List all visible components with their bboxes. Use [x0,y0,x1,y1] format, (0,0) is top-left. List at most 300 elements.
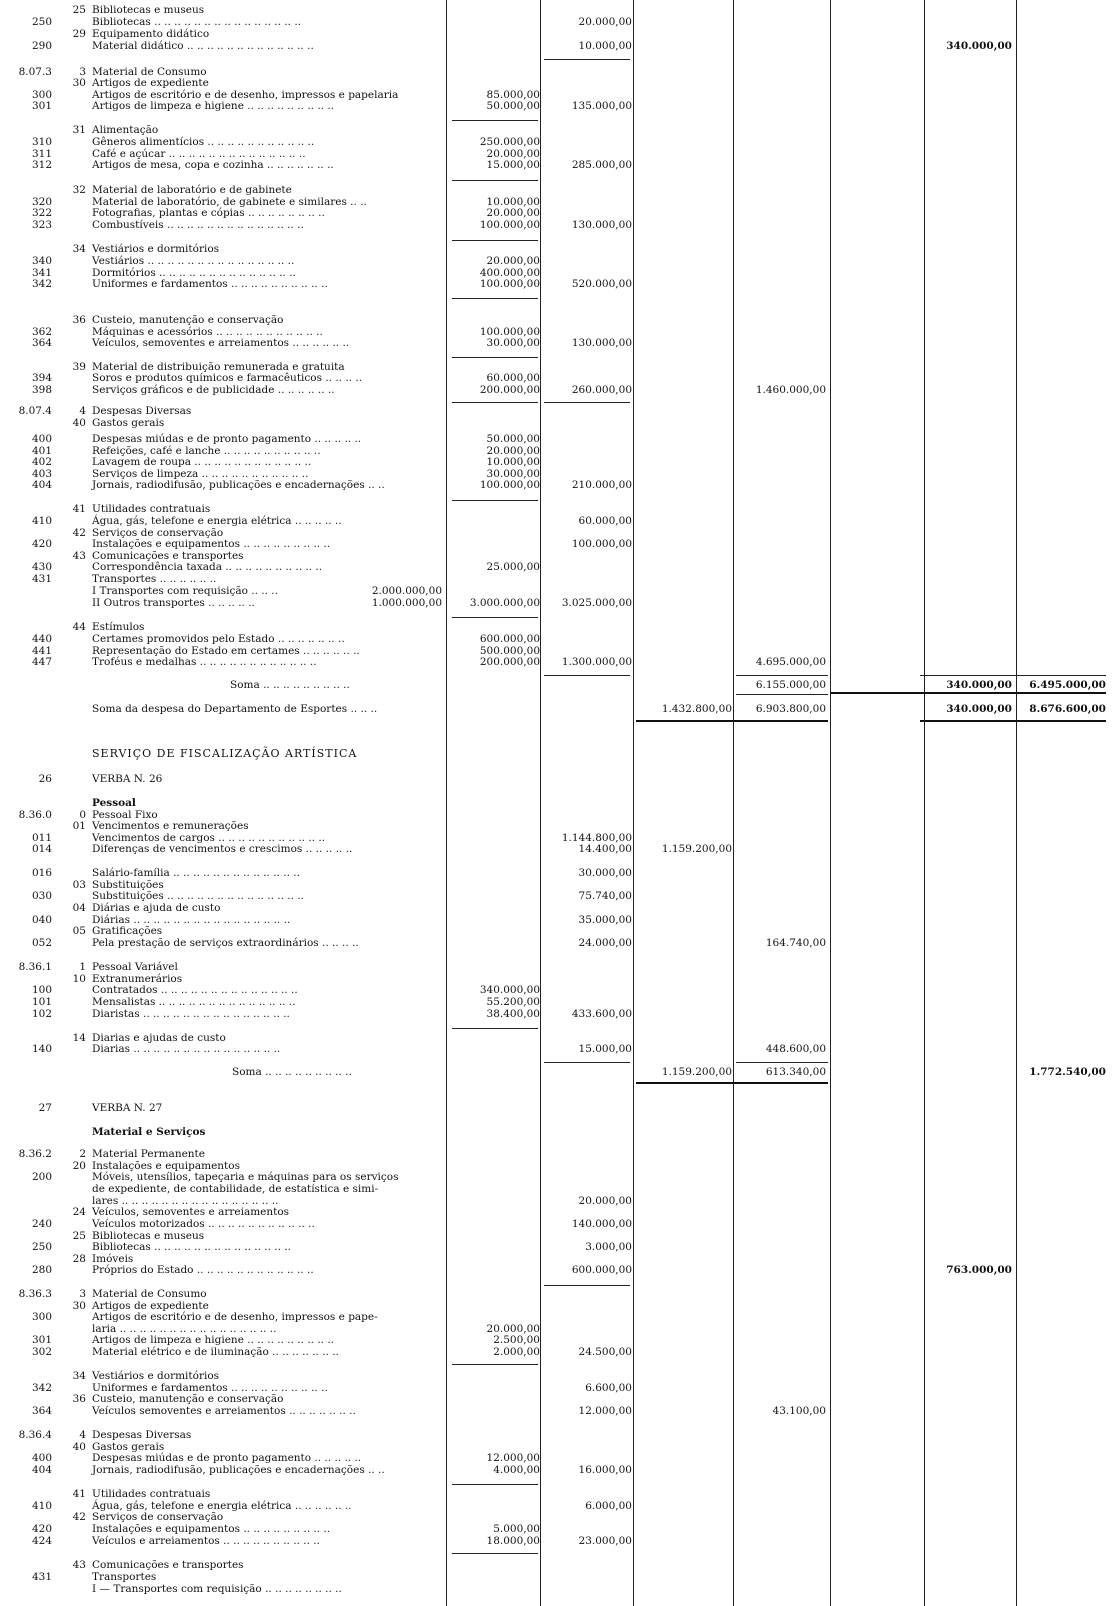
row-amount-col2: 1.300.000,00 [561,656,632,668]
row-amount-col2: 6.600,00 [585,1382,632,1394]
row-label: 320 [31,196,52,208]
row-code: 32 [72,184,86,196]
row-amount-col1: 500.000,00 [479,645,540,657]
ledger-row [0,1559,1112,1571]
ledger-row [0,4,1112,16]
row-amount-col1: 85.000,00 [486,89,540,101]
row-amount-col1: 18.000,00 [486,1535,540,1547]
row-label: 310 [31,136,52,148]
ledger-row [0,561,1112,573]
row-code: 42 [72,1511,86,1523]
total-rule [920,675,1106,676]
row-code: 43 [72,550,86,562]
row-description: Salário-família .. .. .. .. .. .. .. .. .. .. .. .. .. [92,867,300,879]
row-amount-col2: 24.000,00 [578,937,632,949]
ledger-row [0,1102,1112,1114]
row-description: Correspondência taxada .. .. .. .. .. .. .. .. .. .. [92,561,323,573]
row-amount-col2: 30.000,00 [578,867,632,879]
row-description: Material e Serviços [92,1126,206,1138]
row-description: Vestiários .. .. .. .. .. .. .. .. .. .. .. .. .. .. .. [92,255,295,267]
row-description: lares .. .. .. .. .. .. .. .. .. .. .. .. .. .. .. .. [92,1195,279,1207]
row-description: Artigos de escritório e de desenho, impressos e papelaria [92,89,399,101]
ledger-row [0,433,1112,445]
row-description: Despesas Diversas [92,405,192,417]
row-description: Utilidades contratuais [92,1488,211,1500]
ledger-row [0,1264,1112,1276]
row-amount-col1: 20.000,00 [486,148,540,160]
row-description: Combustíveis .. .. .. .. .. .. .. .. .. .. .. .. .. .. [92,219,304,231]
row-amount-col1: 3.000.000,00 [469,597,540,609]
row-amount-col2: 20.000,00 [578,16,632,28]
total-rule [452,1364,538,1365]
row-description: Pessoal Fixo [92,809,158,821]
row-description: Próprios do Estado .. .. .. .. .. .. .. .. .. .. .. .. [92,1264,314,1276]
row-label: 364 [31,1405,52,1417]
row-description: Veículos, semoventes e arreiamentos [92,1206,290,1218]
row-label: 014 [31,843,52,855]
row-description: Refeições, café e lanche .. .. .. .. .. .. .. .. .. .. [92,445,321,457]
row-amount-col4: 448.600,00 [765,1043,826,1055]
ledger-row [0,797,1112,809]
row-amount-col1: 100.000,00 [479,219,540,231]
row-amount-col1: 200.000,00 [479,656,540,668]
ledger-row [0,28,1112,40]
ledger-row [0,255,1112,267]
row-description: Serviços de conservação [92,527,224,539]
row-label: 447 [31,656,52,668]
ledger-row [0,1346,1112,1358]
row-amount-col4: 43.100,00 [772,1405,826,1417]
row-code: 40 [72,1441,86,1453]
ledger-row [0,937,1112,949]
row-description: Comunicações e transportes [92,1559,244,1571]
total-rule [452,1028,538,1029]
row-label: 8.36.0 [18,809,52,821]
ledger-row [0,1241,1112,1253]
row-code: 3 [79,1288,86,1300]
row-amount-col1: 60.000,00 [486,372,540,384]
row-description: Material didático .. .. .. .. .. .. .. .. .. .. .. .. .. [92,40,314,52]
row-description: Alimentação [92,124,159,136]
row-label: 301 [31,100,52,112]
row-description: VERBA N. 27 [92,1102,163,1114]
row-description: Diarias e ajudas de custo [92,1032,226,1044]
row-description: Bibliotecas .. .. .. .. .. .. .. .. .. .. .. .. .. .. [92,1241,291,1253]
ledger-row [0,207,1112,219]
row-label: 302 [31,1346,52,1358]
ledger-row [0,456,1112,468]
ledger-row [0,925,1112,937]
row-label: 200 [31,1171,52,1183]
row-description: Material Permanente [92,1148,205,1160]
row-description: Móveis, utensílios, tapeçaria e máquinas para os serviços [92,1171,399,1183]
row-code: 25 [72,1230,86,1242]
row-description: Jornais, radiodifusão, publicações e encadernações .. .. [92,479,385,491]
row-label: 420 [31,1523,52,1535]
row-code: 36 [72,1393,86,1405]
row-amount-col2: 140.000,00 [571,1218,632,1230]
ledger-row [0,902,1112,914]
total-rule [452,500,538,501]
row-amount-col2: 285.000,00 [571,159,632,171]
row-description: Artigos de escritório e de desenho, impressos e pape- [92,1311,378,1323]
ledger-row [0,1183,1112,1195]
ledger-row [0,656,1112,668]
row-amount-col2: 100.000,00 [571,538,632,550]
row-amount-col1: 30.000,00 [486,468,540,480]
row-description: Bibliotecas e museus [92,1230,205,1242]
total-rule [452,240,538,241]
row-code: 25 [72,4,86,16]
row-amount-col1: 20.000,00 [486,207,540,219]
row-amount-col5: 340.000,00 [946,40,1012,52]
row-description: Material de Consumo [92,66,207,78]
row-label: 300 [31,89,52,101]
row-label: 404 [31,479,52,491]
total-rule [920,720,1106,722]
row-amount-col2: 135.000,00 [571,100,632,112]
row-description: Instalações e equipamentos .. .. .. .. .. .. .. .. .. [92,538,331,550]
ledger-row [0,867,1112,879]
row-amount-col1: 38.400,00 [486,1008,540,1020]
row-amount-col1: 340.000,00 [479,984,540,996]
row-description: Diarias .. .. .. .. .. .. .. .. .. .. .. .. .. .. .. [92,1043,281,1055]
ledger-row [0,405,1112,417]
row-subamount: 2.000.000,00 [371,585,442,597]
row-label: 8.36.3 [18,1288,52,1300]
ledger-row [0,996,1112,1008]
row-label: 420 [31,538,52,550]
total-rule [452,120,538,121]
row-amount-col2: 433.600,00 [571,1008,632,1020]
row-description: Uniformes e fardamentos .. .. .. .. .. .. .. .. .. .. [92,1382,328,1394]
row-label: 362 [31,326,52,338]
row-description: Equipamento didático [92,28,210,40]
row-description: Instalações e equipamentos [92,1160,240,1172]
row-description: Soma da despesa do Departamento de Esportes .. .. .. [92,703,378,715]
row-description: Pessoal Variável [92,961,178,973]
row-code: 31 [72,124,86,136]
row-label: 403 [31,468,52,480]
row-label: 102 [31,1008,52,1020]
ledger-row [0,961,1112,973]
row-code: 43 [72,1559,86,1571]
row-label: 100 [31,984,52,996]
row-amount-col1: 50.000,00 [486,433,540,445]
ledger-row [0,1511,1112,1523]
total-rule [544,1062,630,1063]
ledger-row [0,77,1112,89]
total-rule [636,1082,828,1084]
ledger-row [0,703,1112,715]
row-description: Lavagem de roupa .. .. .. .. .. .. .. .. .. .. .. .. [92,456,312,468]
row-description: Pela prestação de serviços extraordinários .. .. .. .. [92,937,359,949]
row-description: Artigos de expediente [92,77,209,89]
row-label: 312 [31,159,52,171]
row-amount-col2: 75.740,00 [578,890,632,902]
ledger-row [0,337,1112,349]
row-label: 322 [31,207,52,219]
row-amount-col2: 23.000,00 [578,1535,632,1547]
row-code: 34 [72,243,86,255]
total-rule [830,692,1106,694]
row-amount-col2: 520.000,00 [571,278,632,290]
row-label: 016 [31,867,52,879]
row-code: 30 [72,1300,86,1312]
row-label: 8.07.3 [18,66,52,78]
row-amount-col2: 130.000,00 [571,337,632,349]
row-description: Soros e produtos químicos e farmacêuticos .. .. .. .. [92,372,363,384]
row-description: Água, gás, telefone e energia elétrica .. .. .. .. .. [92,515,342,527]
row-description: Artigos de mesa, copa e cozinha .. .. .. .. .. .. .. [92,159,334,171]
row-amount-col2: 15.000,00 [578,1043,632,1055]
row-description: Contratados .. .. .. .. .. .. .. .. .. .. .. .. .. .. [92,984,298,996]
row-code: 1 [79,961,86,973]
row-code: 30 [72,77,86,89]
ledger-row [0,1334,1112,1346]
row-description: Custeio, manutenção e conservação [92,314,284,326]
row-code: 05 [72,925,86,937]
row-code: 24 [72,1206,86,1218]
row-amount-col1: 2.000,00 [493,1346,540,1358]
ledger-row [0,890,1112,902]
row-description: Água, gás, telefone e energia elétrica .. .. .. .. .. .. [92,1500,352,1512]
ledger-row [0,314,1112,326]
ledger-row [0,184,1112,196]
ledger-row [0,1148,1112,1160]
row-amount-col4: 164.740,00 [765,937,826,949]
ledger-row [0,503,1112,515]
ledger-row [0,159,1112,171]
row-description: Veículos e arreiamentos .. .. .. .. .. .. .. .. .. .. [92,1535,320,1547]
total-rule [544,1285,630,1286]
row-amount-col1: 20.000,00 [486,1323,540,1335]
row-code: 40 [72,417,86,429]
row-description: Soma .. .. .. .. .. .. .. .. .. [232,1066,352,1078]
row-description: Estímulos [92,621,145,633]
row-description: Material de distribuição remunerada e gratuita [92,361,345,373]
ledger-row [0,40,1112,52]
row-label: 8.36.4 [18,1429,52,1441]
row-description: Material de laboratório, de gabinete e similares .. .. [92,196,367,208]
row-amount-col1: 200.000,00 [479,384,540,396]
ledger-row [0,479,1112,491]
row-description: Artigos de limpeza e higiene .. .. .. .. .. .. .. .. .. [92,1334,335,1346]
row-label: 401 [31,445,52,457]
ledger-row [0,1370,1112,1382]
row-code: 0 [79,809,86,821]
row-code: 36 [72,314,86,326]
row-code: 28 [72,1253,86,1265]
row-description: Serviços de conservação [92,1511,224,1523]
row-description: Veículos motorizados .. .. .. .. .. .. .. .. .. .. .. [92,1218,315,1230]
row-label: 342 [31,278,52,290]
row-amount-col2: 130.000,00 [571,219,632,231]
ledger-row [0,515,1112,527]
row-description: Gastos gerais [92,417,165,429]
row-label: 052 [31,937,52,949]
row-amount-col4: 613.340,00 [765,1066,826,1078]
total-rule [452,402,538,403]
total-rule [736,675,828,676]
row-description: Material de Consumo [92,1288,207,1300]
row-amount-col1: 400.000,00 [479,267,540,279]
row-label: 402 [31,456,52,468]
row-subamount: 1.000.000,00 [371,597,442,609]
row-description: Serviços gráficos e de publicidade .. .. .. .. .. .. [92,384,335,396]
row-description: I — Transportes com requisição .. .. .. .. .. .. .. .. [92,1583,342,1595]
row-label: 410 [31,515,52,527]
total-rule [544,59,630,60]
row-description: Dormitórios .. .. .. .. .. .. .. .. .. .. .. .. .. .. [92,267,296,279]
row-amount-col2: 20.000,00 [578,1195,632,1207]
row-amount-col2: 1.144.800,00 [561,832,632,844]
row-code: 03 [72,879,86,891]
total-rule [736,694,828,695]
ledger-row [0,278,1112,290]
row-label: 290 [31,40,52,52]
row-description: Máquinas e acessórios .. .. .. .. .. .. .. .. .. .. .. [92,326,323,338]
row-label: 8.36.2 [18,1148,52,1160]
row-code: 41 [72,1488,86,1500]
ledger-row [0,417,1112,429]
total-rule [736,1062,828,1063]
row-code: 20 [72,1160,86,1172]
row-description: Despesas miúdas e de pronto pagamento .. .. .. .. .. [92,1452,362,1464]
row-code: 29 [72,28,86,40]
row-amount-col1: 25.000,00 [486,561,540,573]
row-amount-col2: 14.400,00 [578,843,632,855]
row-amount-col4: 6.903.800,00 [755,703,826,715]
total-rule [452,298,538,299]
row-description: Veículos semoventes e arreiamentos .. .. .. .. .. .. .. [92,1405,356,1417]
row-description: Troféus e medalhas .. .. .. .. .. .. .. .. .. .. .. .. [92,656,317,668]
ledger-row [0,843,1112,855]
ledger-row [0,136,1112,148]
row-label: 364 [31,337,52,349]
ledger-row [0,16,1112,28]
row-description: Gastos gerais [92,1441,165,1453]
row-label: 341 [31,267,52,279]
row-amount-col6: 8.676.600,00 [1029,703,1106,715]
row-description: laria .. .. .. .. .. .. .. .. .. .. .. .. .. .. .. .. [92,1323,277,1335]
row-description: Artigos de limpeza e higiene .. .. .. .. .. .. .. .. .. [92,100,335,112]
row-amount-col3: 1.159.200,00 [661,1066,732,1078]
ledger-row [0,372,1112,384]
row-description: Material elétrico e de iluminação .. .. .. .. .. .. .. [92,1346,339,1358]
row-description: Gratificações [92,925,163,937]
row-description: I Transportes com requisição .. .. .. [92,585,278,597]
row-description: Diárias e ajuda de custo [92,902,221,914]
row-amount-col1: 30.000,00 [486,337,540,349]
row-amount-col1: 2.500,00 [493,1334,540,1346]
row-amount-col1: 20.000,00 [486,255,540,267]
ledger-row [0,984,1112,996]
row-amount-col1: 50.000,00 [486,100,540,112]
total-rule [452,180,538,181]
row-amount-col1: 100.000,00 [479,326,540,338]
row-amount-col1: 15.000,00 [486,159,540,171]
row-label: 250 [31,16,52,28]
ledger-row [0,1464,1112,1476]
row-amount-col4: 4.695.000,00 [755,656,826,668]
ledger-row [0,597,1112,609]
row-amount-col2: 16.000,00 [578,1464,632,1476]
row-description: Transportes .. .. .. .. .. .. [92,573,217,585]
row-code: 2 [79,1148,86,1160]
row-label: 040 [31,914,52,926]
row-description: Diaristas .. .. .. .. .. .. .. .. .. .. .. .. .. .. .. [92,1008,290,1020]
row-label: 342 [31,1382,52,1394]
ledger-row [0,633,1112,645]
row-description: Serviços de limpeza .. .. .. .. .. .. .. .. .. .. .. [92,468,309,480]
row-label: 424 [31,1535,52,1547]
ledger-row [0,1571,1112,1583]
row-label: 8.36.1 [18,961,52,973]
row-amount-col2: 35.000,00 [578,914,632,926]
row-description: Jornais, radiodifusão, publicações e encadernações .. .. [92,1464,385,1476]
row-description: Despesas miúdas e de pronto pagamento .. .. .. .. .. [92,433,362,445]
row-label: 27 [38,1102,52,1114]
ledger-row [0,1218,1112,1230]
row-description: Bibliotecas e museus [92,4,205,16]
row-code: 4 [79,1429,86,1441]
row-amount-col5: 340.000,00 [946,679,1012,691]
row-amount-col3: 1.432.800,00 [661,703,732,715]
row-label: 410 [31,1500,52,1512]
row-description: Certames promovidos pelo Estado .. .. .. .. .. .. .. [92,633,345,645]
row-amount-col2: 210.000,00 [571,479,632,491]
row-description: Mensalistas .. .. .. .. .. .. .. .. .. .. .. .. .. .. [92,996,296,1008]
row-description: Diferenças de vencimentos e crescimos .. .. .. .. .. [92,843,353,855]
total-rule [544,402,630,403]
row-amount-col2: 12.000,00 [578,1405,632,1417]
row-label: 26 [38,773,52,785]
row-description: Imóveis [92,1253,134,1265]
row-label: 280 [31,1264,52,1276]
row-code: 39 [72,361,86,373]
ledger-row [0,1535,1112,1547]
row-label: 301 [31,1334,52,1346]
ledger-row [0,243,1112,255]
row-amount-col1: 10.000,00 [486,456,540,468]
ledger-row [0,100,1112,112]
row-label: 400 [31,1452,52,1464]
row-amount-col2: 600.000,00 [571,1264,632,1276]
ledger-row [0,1311,1112,1323]
row-label: 240 [31,1218,52,1230]
row-description: Pessoal [92,797,136,809]
row-label: 441 [31,645,52,657]
ledger-row [0,124,1112,136]
row-description: Veículos, semoventes e arreiamentos .. .. .. .. .. .. [92,337,350,349]
total-rule [636,720,828,722]
row-label: 398 [31,384,52,396]
row-description: Representação do Estado em certames .. .. .. .. .. .. [92,645,360,657]
row-amount-col6: 6.495.000,00 [1029,679,1106,691]
row-label: 030 [31,890,52,902]
row-description: Extranumerários [92,973,183,985]
row-amount-col1: 20.000,00 [486,445,540,457]
row-code: 01 [72,820,86,832]
row-label: 323 [31,219,52,231]
row-label: 140 [31,1043,52,1055]
row-amount-col2: 260.000,00 [571,384,632,396]
row-code: 04 [72,902,86,914]
row-amount-col1: 600.000,00 [479,633,540,645]
row-label: 011 [31,832,52,844]
row-description: Despesas Diversas [92,1429,192,1441]
